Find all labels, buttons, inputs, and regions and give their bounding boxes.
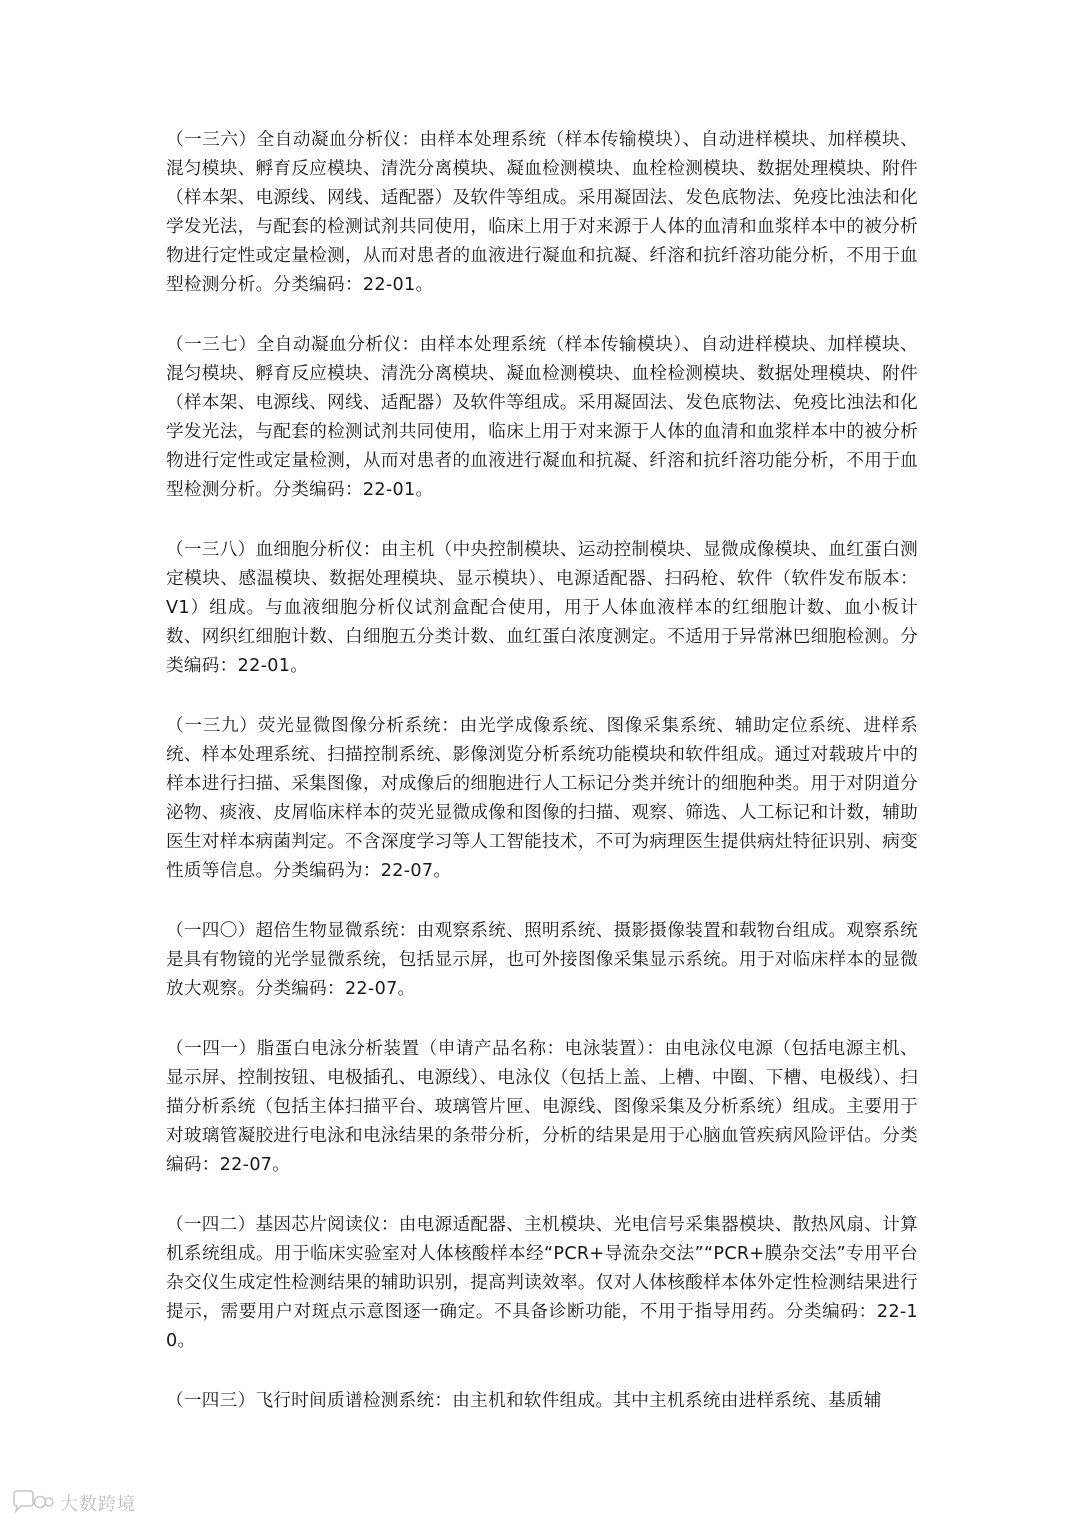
paragraph-141: （一四一）脂蛋白电泳分析装置（申请产品名称：电泳装置）：由电泳仪电源（包括电源主机、显示屏、控制按钮、电极插孔、电源线）、电泳仪（包括上盖、上槽、中圈、下槽、电极线）、扫描分析系统（包括主体扫描平台、玻璃管片匣、电源线、图像采集及分析系统）组成。主要用于对玻璃管凝胶进行电泳和电泳结果的条带分析，分析的结果是用于心脑血管疾病风险评估。分类编码：22-07。 — [166, 1039, 918, 1175]
paragraph-143: （一四三）飞行时间质谱检测系统：由主机和软件组成。其中主机系统由进样系统、基质辅 — [166, 1391, 882, 1411]
document-body — [166, 126, 918, 1416]
paragraph-142: （一四二）基因芯片阅读仪：由电源适配器、主机模块、光电信号采集器模块、散热风扇、计算机系统组成。用于临床实验室对人体核酸样本经“PCR+导流杂交法”“PCR+膜杂交法”专用平台杂交仪生成定性检测结果的辅助识别，提高判读效率。仅对人体核酸样本体外定性检测结果进行提示，需要用户对斑点示意图逐一确定。不具备诊断功能，不用于指导用药。分类编码：22-10。 — [166, 1215, 918, 1351]
chat-bubble-logo-icon — [10, 1490, 54, 1516]
paragraph-138: （一三八）血细胞分析仪：由主机（中央控制模块、运动控制模块、显微成像模块、血红蛋白测定模块、感温模块、数据处理模块、显示模块）、电源适配器、扫码枪、软件（软件发布版本：V1）组成。与血液细胞分析仪试剂盒配合使用，用于人体血液样本的红细胞计数、血小板计数、网织红细胞计数、白细胞五分类计数、血红蛋白浓度测定。不适用于异常淋巴细胞检测。分类编码：22-01。 — [166, 540, 918, 676]
paragraph-139: （一三九）荧光显微图像分析系统：由光学成像系统、图像采集系统、辅助定位系统、进样系统、样本处理系统、扫描控制系统、影像浏览分析系统功能模块和软件组成。通过对载玻片中的样本进行扫描、采集图像，对成像后的细胞进行人工标记分类并统计的细胞种类。用于对阴道分泌物、痰液、皮屑临床样本的荧光显微成像和图像的扫描、观察、筛选、人工标记和计数，辅助医生对样本病菌判定。不含深度学习等人工智能技术，不可为病理医生提供病灶特征识别、病变性质等信息。分类编码为：22-07。 — [166, 716, 918, 881]
watermark — [10, 1488, 136, 1518]
paragraph-137: （一三七）全自动凝血分析仪：由样本处理系统（样本传输模块）、自动进样模块、加样模块、混匀模块、孵育反应模块、清洗分离模块、凝血检测模块、血栓检测模块、数据处理模块、附件（样本架、电源线、网线、适配器）及软件等组成。采用凝固法、发色底物法、免疫比浊法和化学发光法，与配套的检测试剂共同使用，临床上用于对来源于人体的血清和血浆样本中的被分析物进行定性或定量检测，从而对患者的血液进行凝血和抗凝、纤溶和抗纤溶功能分析，不用于血型检测分析。分类编码：22-01。 — [166, 335, 918, 500]
paragraph-136: （一三六）全自动凝血分析仪：由样本处理系统（样本传输模块）、自动进样模块、加样模块、混匀模块、孵育反应模块、清洗分离模块、凝血检测模块、血栓检测模块、数据处理模块、附件（样本架、电源线、网线、适配器）及软件等组成。采用凝固法、发色底物法、免疫比浊法和化学发光法，与配套的检测试剂共同使用，临床上用于对来源于人体的血清和血浆样本中的被分析物进行定性或定量检测，从而对患者的血液进行凝血和抗凝、纤溶和抗纤溶功能分析，不用于血型检测分析。分类编码：22-01。 — [166, 130, 918, 295]
watermark-text: 大数跨境 — [60, 1494, 136, 1515]
paragraph-140: （一四〇）超倍生物显微系统：由观察系统、照明系统、摄影摄像装置和载物台组成。观察系统是具有物镜的光学显微系统，包括显示屏，也可外接图像采集显示系统。用于对临床样本的显微放大观察。分类编码：22-07。 — [166, 921, 918, 999]
